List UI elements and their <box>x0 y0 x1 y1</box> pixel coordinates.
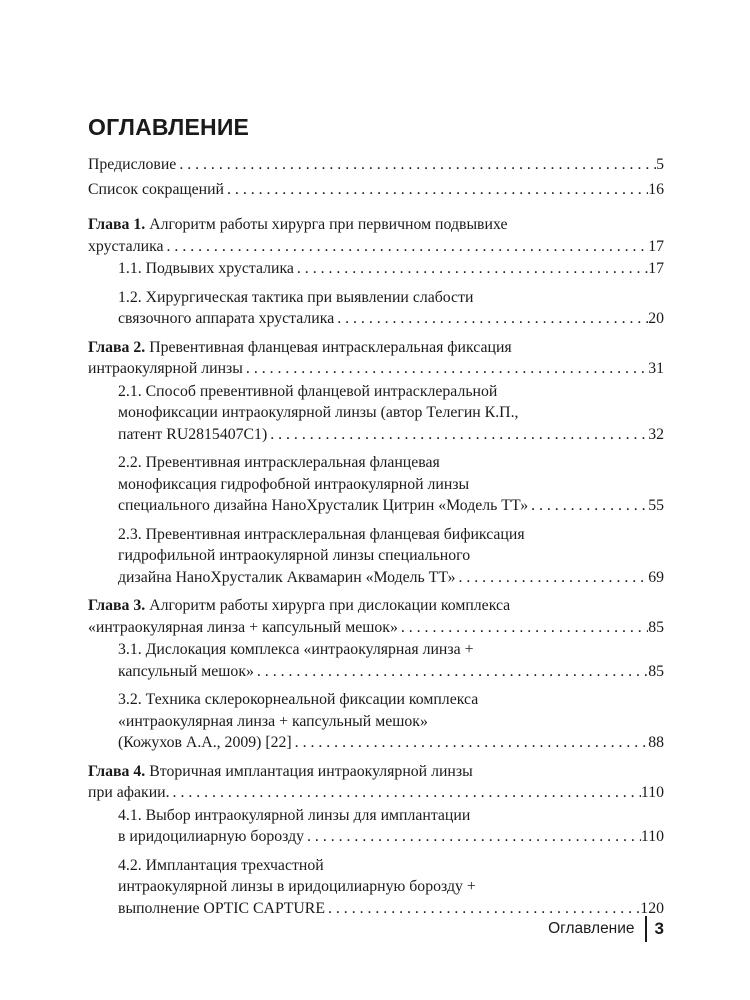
dot-leader <box>294 258 648 280</box>
section-title-line: выполнение OPTIC CAPTURE <box>118 899 325 917</box>
toc-chapter-1[interactable] <box>88 214 664 257</box>
toc-section-2-2[interactable] <box>118 452 664 517</box>
dot-leader <box>398 617 648 639</box>
table-of-contents <box>88 154 664 926</box>
chapter-heading-line <box>88 595 664 617</box>
toc-page-number: 85 <box>648 662 664 680</box>
toc-entry-abbreviations[interactable] <box>88 179 664 201</box>
section-title-line: 4.2. Имплантация трехчастной <box>118 856 324 874</box>
dot-leader <box>267 424 648 446</box>
chapter-title-line: Вторичная имплантация интраокулярной линзы <box>149 762 473 780</box>
section-title-line: 2.1. Способ превентивной фланцевой интрасклеральной <box>118 382 498 400</box>
section-title-line: 3.2. Техника склерокорнеальной фиксации комплекса <box>118 691 479 708</box>
section-title-line: гидрофильной интраокулярной линзы специального <box>118 547 471 564</box>
toc-page-number: 55 <box>648 497 664 514</box>
dot-leader <box>224 179 648 201</box>
chapter-title-line: интраокулярной линзы <box>88 360 243 377</box>
chapter-heading-line <box>88 214 664 236</box>
toc-section-4-2[interactable] <box>118 855 664 920</box>
section-title-line: (Кожухов А.А., 2009) [22] <box>118 734 292 751</box>
page-number: 3 <box>654 919 664 938</box>
section-title-line: в иридоцилиарную борозду <box>118 828 305 845</box>
toc-page-number: 16 <box>648 180 664 198</box>
toc-chapter-2[interactable] <box>88 337 664 380</box>
toc-page-number: 69 <box>648 568 664 586</box>
toc-page-number: 17 <box>648 237 664 255</box>
dot-leader <box>176 154 656 176</box>
toc-page-number: 85 <box>648 618 664 636</box>
chapter-title-line: Алгоритм работы хирурга при первичном подвывихе <box>149 216 508 233</box>
chapter-heading-line <box>88 337 664 359</box>
dot-leader <box>304 826 641 848</box>
toc-page-number: 110 <box>640 828 664 845</box>
section-title-line: 4.1. Выбор интраокулярной линзы для имплантации <box>118 806 471 824</box>
toc-page-number: 120 <box>640 899 664 917</box>
dot-leader <box>164 236 649 258</box>
running-footer-title: Оглавление <box>548 920 635 937</box>
chapter-title-line: хрусталика <box>88 237 164 255</box>
dot-leader <box>243 358 648 380</box>
toc-section-1-2[interactable] <box>118 287 664 330</box>
toc-chapter-3[interactable] <box>88 595 664 638</box>
toc-section-4-1[interactable] <box>118 805 664 848</box>
dot-leader <box>254 661 648 683</box>
toc-page-number: 32 <box>648 425 664 443</box>
page-footer <box>548 916 664 942</box>
section-title-line: специального дизайна НаноХрусталик Цитрин «Модель ТТ» <box>118 497 529 514</box>
toc-section-3-2[interactable] <box>118 689 664 754</box>
dot-leader <box>292 732 649 754</box>
chapter-label: Глава 1. <box>88 216 146 233</box>
toc-section-1-1[interactable] <box>118 258 664 280</box>
section-title-line: монофиксация гидрофобной интраокулярной линзы <box>118 475 470 493</box>
toc-entry-title: Предисловие <box>88 156 177 173</box>
chapter-title-line: при афакии. <box>88 784 170 801</box>
toc-page-number: 17 <box>648 260 664 277</box>
toc-section-3-1[interactable] <box>118 639 664 682</box>
section-title-line: 3.1. Дислокация комплекса «интраокулярная линза + <box>118 641 474 658</box>
chapter-label: Глава 4. <box>88 762 146 780</box>
footer-divider <box>645 916 647 942</box>
section-title-line: капсульный мешок» <box>118 662 254 680</box>
toc-section-2-3[interactable] <box>118 524 664 589</box>
chapter-label: Глава 3. <box>88 597 146 614</box>
toc-page-number: 20 <box>648 310 664 327</box>
section-title-line: дизайна НаноХрусталик Аквамарин «Модель ТТ» <box>118 568 456 586</box>
section-title-line: 2.3. Превентивная интрасклеральная фланцевая бификсация <box>118 525 525 543</box>
toc-entry-title: Список сокращений <box>88 180 225 198</box>
chapter-label: Глава 2. <box>88 338 146 356</box>
section-title-line: интраокулярной линзы в иридоцилиарную борозду + <box>118 878 476 895</box>
section-title-line: связочного аппарата хрусталика <box>118 310 335 327</box>
toc-page-number: 5 <box>656 156 664 173</box>
section-title-line: монофиксации интраокулярной линзы (автор Телегин К.П., <box>118 404 519 421</box>
dot-leader <box>455 567 648 589</box>
dot-leader <box>528 495 648 517</box>
toc-entry-preface[interactable] <box>88 154 664 176</box>
toc-section-2-1[interactable] <box>118 381 664 446</box>
chapter-title-line: Алгоритм работы хирурга при дислокации комплекса <box>149 597 511 614</box>
section-title-line: патент RU2815407C1) <box>118 425 268 443</box>
section-title: 1.1. Подвывих хрусталика <box>118 260 294 277</box>
dot-leader <box>334 308 648 330</box>
section-title-line: 2.2. Превентивная интрасклеральная фланцевая <box>118 454 440 471</box>
chapter-title-line: «интраокулярная линза + капсульный мешок» <box>88 618 398 636</box>
section-title-line: «интраокулярная линза + капсульный мешок» <box>118 712 428 730</box>
toc-chapter-4[interactable] <box>88 761 664 804</box>
chapter-title-line: Превентивная фланцевая интрасклеральная фиксация <box>149 338 512 356</box>
toc-page-number: 31 <box>648 360 664 377</box>
toc-page-number: 110 <box>640 784 664 801</box>
toc-page-number: 88 <box>648 734 664 751</box>
section-title-line: 1.2. Хирургическая тактика при выявлении слабости <box>118 288 474 306</box>
chapter-heading-line <box>88 761 664 783</box>
page-title: ОГЛАВЛЕНИЕ <box>88 114 250 140</box>
dot-leader <box>170 782 641 804</box>
